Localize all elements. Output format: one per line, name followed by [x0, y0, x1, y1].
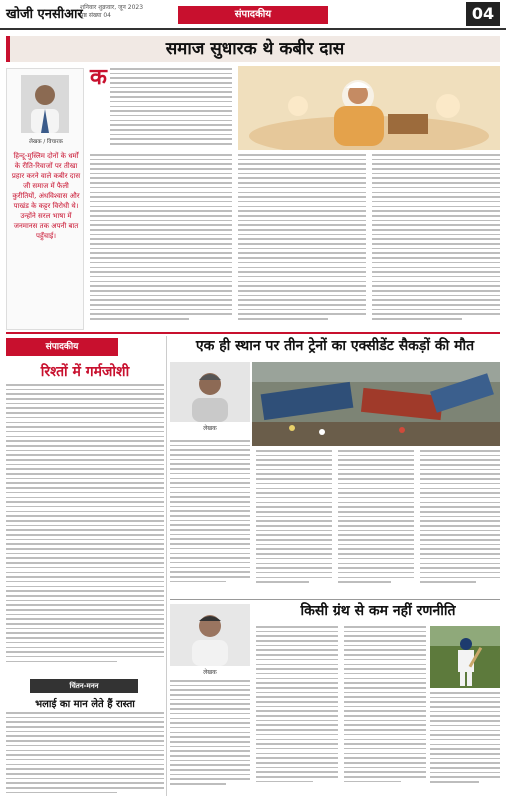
article-text-column — [344, 626, 426, 796]
cricket-photo — [430, 626, 500, 688]
author-photo — [170, 604, 250, 666]
drop-cap: क — [90, 64, 107, 90]
article-text-column — [90, 154, 232, 330]
sidebar-text — [6, 384, 164, 672]
column-rule — [166, 336, 167, 796]
dateline-date: शनिवार शुक्रवार, जून 2023 — [80, 4, 144, 11]
column-tag: चिंतन-मनन — [30, 679, 138, 693]
sidebar-section-tag: संपादकीय — [6, 338, 118, 356]
masthead — [0, 0, 506, 30]
column-headline: भलाई का मान लेते हैं रास्ता — [35, 699, 135, 710]
article-text-column — [170, 680, 250, 796]
author-caption: लेखक / विचारक — [29, 139, 63, 145]
article-text-column — [430, 692, 500, 796]
lead-headline: समाज सुधारक थे कबीर दास — [6, 36, 500, 62]
author-box — [6, 68, 84, 330]
article-text-column — [170, 440, 250, 598]
page-number: 04 — [466, 2, 500, 26]
strategy-headline: किसी ग्रंथ से कम नहीं रणनीति — [300, 603, 456, 619]
article-text-column — [256, 626, 338, 796]
dateline — [80, 4, 143, 20]
author-caption: लेखक — [203, 425, 217, 432]
article-text-column — [238, 154, 366, 330]
article-text-column — [338, 450, 414, 598]
article-text-column — [420, 450, 500, 598]
train-accident-photo — [252, 362, 500, 446]
article-text-column — [372, 154, 500, 330]
train-accident-headline: एक ही स्थान पर तीन ट्रेनों का एक्सीडेंट सैकड़ों की मौत — [195, 338, 475, 354]
pull-quote: हिन्दू-मुस्लिम दोनों के धर्मों के रीति-रिवाजों पर तीखा प्रहार करने वाले कबीर दास जी समाज में फैली कुरीतियों, अंधविश्वास और पाखंड के कट्टर विरोधी थे। उन्होंने सरल भाषा में जनमानस तक अपनी बात पहुँचाई। — [11, 152, 81, 240]
newspaper-logo: खोजी एनसीआर — [6, 7, 83, 22]
kabir-painting — [238, 66, 500, 150]
author-photo — [21, 75, 69, 133]
author-photo — [170, 362, 250, 422]
author-caption: लेखक — [203, 669, 217, 676]
section-tag: संपादकीय — [178, 6, 328, 24]
column-text — [6, 712, 164, 796]
article-text-column — [110, 68, 232, 152]
sidebar-headline: रिश्तों में गर्मजोशी — [40, 364, 130, 380]
article-text-column — [256, 450, 332, 598]
dateline-info: पृष्ठ संख्या 04 — [80, 12, 111, 19]
